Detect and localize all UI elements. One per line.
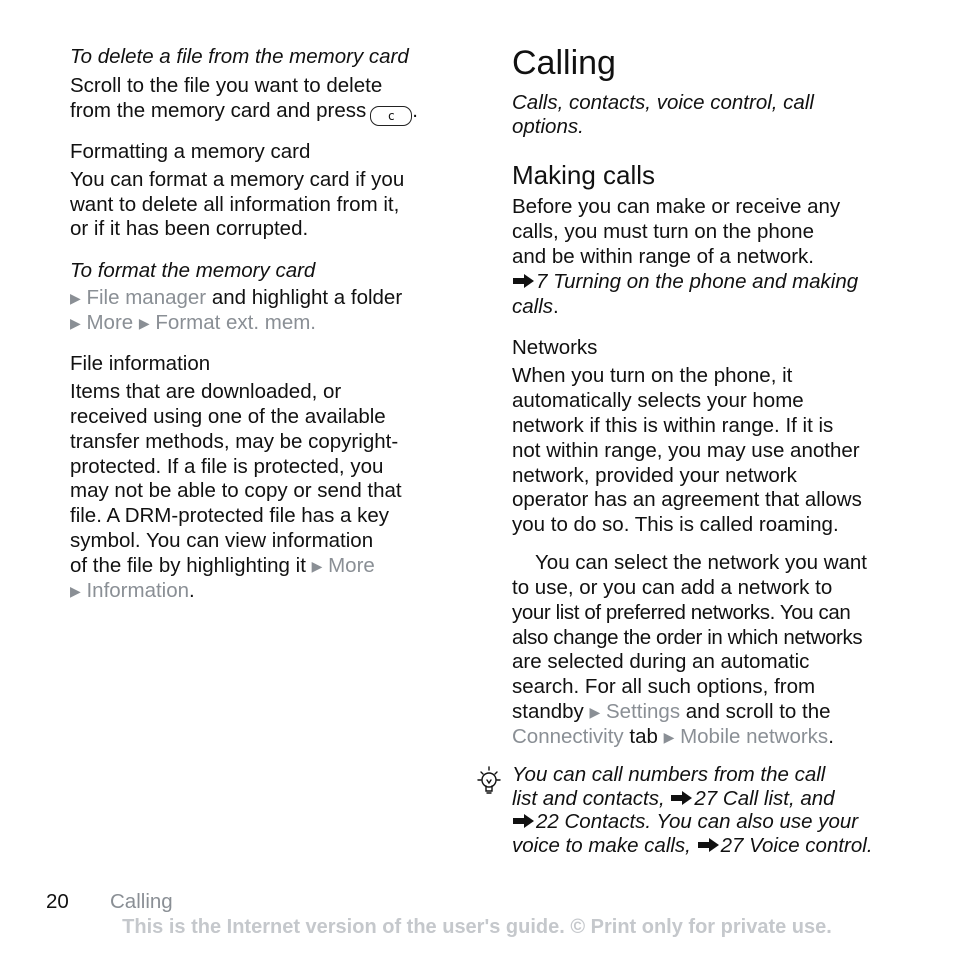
tip-line-2 <box>512 787 835 812</box>
footer-section: Calling <box>110 890 173 913</box>
file-information-heading: File information <box>70 352 211 375</box>
networks-heading: Networks <box>512 336 598 359</box>
menu-more[interactable]: More <box>328 554 375 577</box>
delete-line-1: Scroll to the file you want to delete <box>70 74 383 97</box>
lightbulb-icon <box>474 764 504 798</box>
select-line: to use, or you can add a network to <box>512 576 833 599</box>
tip-ref-voice-control[interactable]: 27 Voice control. <box>720 834 873 857</box>
triangle-right-icon: ▶ <box>663 729 675 745</box>
procedure-step-1 <box>70 286 402 312</box>
menu-settings[interactable]: Settings <box>606 700 681 723</box>
tip-line-1: You can call numbers from the call <box>512 763 826 786</box>
triangle-right-icon: ▶ <box>138 315 150 331</box>
fileinfo-line-last <box>70 554 375 580</box>
fileinfo-line: protected. If a file is protected, you <box>70 455 384 478</box>
menu-format-ext-mem[interactable]: Format ext. mem. <box>155 311 316 334</box>
tip-ref-call-list[interactable]: 27 Call list, and <box>694 787 835 810</box>
procedure-step-2 <box>70 311 316 337</box>
menu-connectivity[interactable]: Connectivity <box>512 725 624 748</box>
format-line-1: You can format a memory card if you <box>70 168 405 191</box>
networks-line: you to do so. This is called roaming. <box>512 513 839 536</box>
menu-mobile-networks[interactable]: Mobile networks <box>680 725 829 748</box>
fileinfo-line: transfer methods, may be copyright- <box>70 430 399 453</box>
delete-line-2-end: . <box>412 99 418 122</box>
triangle-right-icon: ▶ <box>70 315 81 331</box>
format-line-3: or if it has been corrupted. <box>70 217 309 240</box>
subtitle-line-1: Calls, contacts, voice control, call <box>512 91 814 114</box>
making-reference-end: . <box>553 295 559 318</box>
format-procedure-heading: To format the memory card <box>70 259 316 282</box>
internet-version-notice: This is the Internet version of the user's guide. © Print only for private use. <box>122 916 832 938</box>
delete-file-heading: To delete a file from the memory card <box>70 45 409 68</box>
delete-line-2-text: from the memory card and press <box>70 99 367 122</box>
making-calls-heading: Making calls <box>512 160 656 190</box>
connectivity-line <box>512 725 834 751</box>
networks-line: When you turn on the phone, it <box>512 364 793 387</box>
networks-line: operator has an agreement that allows <box>512 488 862 511</box>
menu-file-manager[interactable]: File manager <box>86 286 207 309</box>
standby-line <box>512 700 831 726</box>
reference-arrow-icon <box>697 837 721 853</box>
making-reference-calls: calls <box>512 295 554 318</box>
page-title: Calling <box>512 44 616 82</box>
tip-ref-contacts[interactable]: 22 Contacts. You can also use your <box>536 810 859 833</box>
making-reference-line-1[interactable] <box>512 270 858 295</box>
networks-line: network if this is within range. If it is <box>512 414 834 437</box>
reference-arrow-icon <box>670 790 694 806</box>
triangle-right-icon: ▶ <box>311 558 323 574</box>
subtitle-line-2: options. <box>512 115 584 138</box>
triangle-right-icon: ▶ <box>589 704 601 720</box>
making-line: and be within range of a network. <box>512 245 814 268</box>
reference-arrow-icon <box>512 813 536 829</box>
menu-information[interactable]: Information <box>86 579 190 602</box>
tip-line-4a: voice to make calls, <box>512 834 691 857</box>
select-line: also change the order in which networks <box>512 626 863 649</box>
fileinfo-line: received using one of the available <box>70 405 386 428</box>
page-number: 20 <box>46 890 69 913</box>
networks-line: network, provided your network <box>512 464 797 487</box>
select-line: search. For all such options, from <box>512 675 816 698</box>
menu-more[interactable]: More <box>86 311 134 334</box>
standby-text: standby <box>512 700 584 723</box>
c-key-icon: c <box>370 106 412 126</box>
making-reference-text: 7 Turning on the phone and making <box>536 270 859 293</box>
fileinfo-line: file. A DRM-protected file has a key <box>70 504 390 527</box>
fileinfo-line-final <box>70 579 195 605</box>
select-line: are selected during an automatic <box>512 650 810 673</box>
triangle-right-icon: ▶ <box>70 290 81 306</box>
formatting-heading: Formatting a memory card <box>70 140 311 163</box>
tip-line-4 <box>512 834 873 859</box>
triangle-right-icon: ▶ <box>70 583 81 599</box>
tip-line-3 <box>512 810 858 835</box>
select-line: your list of preferred networks. You can <box>512 601 851 624</box>
connectivity-end: . <box>828 725 834 748</box>
select-line: You can select the network you want <box>535 551 868 574</box>
delete-line-2 <box>70 99 418 126</box>
tip-line-2a: list and contacts, <box>512 787 665 810</box>
fileinfo-line: may not be able to copy or send that <box>70 479 402 502</box>
procedure-step-1-text: and highlight a folder <box>206 286 403 309</box>
reference-arrow-icon <box>512 273 536 289</box>
making-reference-line-2[interactable] <box>512 295 559 320</box>
fileinfo-last-text: of the file by highlighting it <box>70 554 306 577</box>
standby-end: and scroll to the <box>680 700 831 723</box>
networks-line: not within range, you may use another <box>512 439 860 462</box>
fileinfo-end: . <box>189 579 195 602</box>
format-line-2: want to delete all information from it, <box>70 193 400 216</box>
making-line: calls, you must turn on the phone <box>512 220 814 243</box>
fileinfo-line: symbol. You can view information <box>70 529 374 552</box>
networks-line: automatically selects your home <box>512 389 804 412</box>
fileinfo-line: Items that are downloaded, or <box>70 380 342 403</box>
connectivity-tab-text: tab <box>623 725 658 748</box>
making-line: Before you can make or receive any <box>512 195 841 218</box>
